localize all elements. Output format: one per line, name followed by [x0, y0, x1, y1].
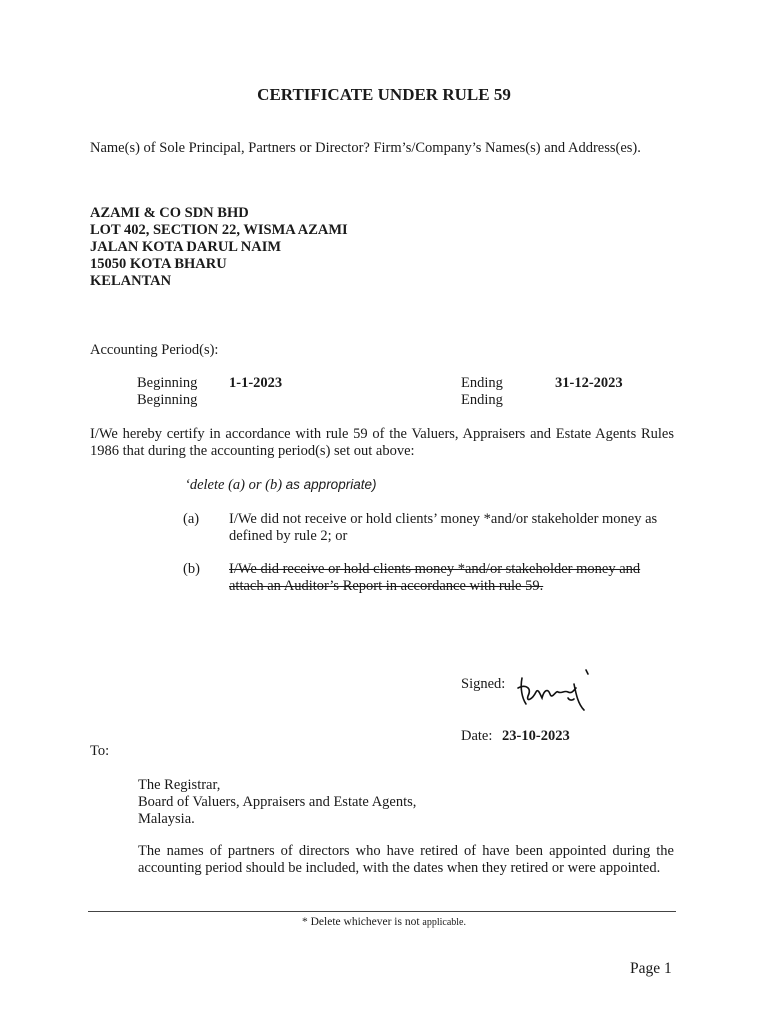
delete-instruction-suffix: as appropriate) — [285, 477, 377, 492]
address-line: AZAMI & CO SDN BHD — [90, 205, 249, 221]
date-label: Date: — [461, 728, 493, 744]
signed-label: Signed: — [461, 676, 506, 692]
registrar-line: The Registrar, — [138, 777, 221, 793]
certification-text: I/We hereby certify in accordance with rule 59 of the Valuers, Appraisers and Estate Agents Rules 1986 that during the accounting period(s) set out above: — [90, 426, 674, 459]
registrar-line: Board of Valuers, Appraisers and Estate Agents, — [138, 794, 417, 810]
registrar-address — [138, 777, 416, 828]
footnote-main: * Delete whichever is not — [302, 916, 420, 928]
address-line: JALAN KOTA DARUL NAIM — [90, 239, 282, 255]
option-a-letter: (a) — [183, 511, 200, 527]
footnote-divider — [88, 911, 676, 912]
address-line: LOT 402, SECTION 22, WISMA AZAMI — [90, 222, 348, 238]
period-end-label: Ending — [461, 375, 503, 391]
option-b-letter: (b) — [183, 561, 200, 577]
intro-text: Name(s) of Sole Principal, Partners or Director? Firm’s/Company’s Names(s) and Address(es). — [90, 140, 641, 156]
page-number: Page 1 — [630, 960, 672, 977]
footnote-small: applicable. — [422, 917, 466, 928]
period-begin-label: Beginning — [137, 375, 198, 391]
signature-image — [512, 664, 592, 716]
option-a-text: I/We did not receive or hold clients’ money *and/or stakeholder money as defined by rule 2; or — [229, 511, 658, 544]
address-line: 15050 KOTA BHARU — [90, 256, 227, 272]
delete-instruction — [185, 476, 376, 494]
date-field — [461, 728, 570, 745]
document-title: CERTIFICATE UNDER RULE 59 — [257, 85, 511, 104]
date-value: 23-10-2023 — [502, 728, 570, 744]
option-b-text: I/We did receive or hold clients money *and/or stakeholder money and attach an Auditor’s Report in accordance with rule 59. — [229, 561, 641, 594]
period-end-value: 31-12-2023 — [555, 375, 623, 391]
accounting-period-label: Accounting Period(s): — [90, 342, 219, 358]
period-begin-value: 1-1-2023 — [229, 375, 283, 391]
to-label: To: — [90, 743, 110, 759]
registrar-line: Malaysia. — [138, 811, 195, 827]
firm-address — [90, 205, 348, 290]
delete-instruction-prefix: ‘delete (a) or (b) — [185, 477, 283, 493]
footnote — [0, 914, 768, 931]
partners-note: The names of partners of directors who have retired of have been appointed during the accounting period should be included, with the dates when they retired or were appointed. — [138, 843, 674, 876]
address-line: KELANTAN — [90, 273, 172, 289]
period-begin-label: Beginning — [137, 392, 198, 408]
period-end-label: Ending — [461, 392, 503, 408]
